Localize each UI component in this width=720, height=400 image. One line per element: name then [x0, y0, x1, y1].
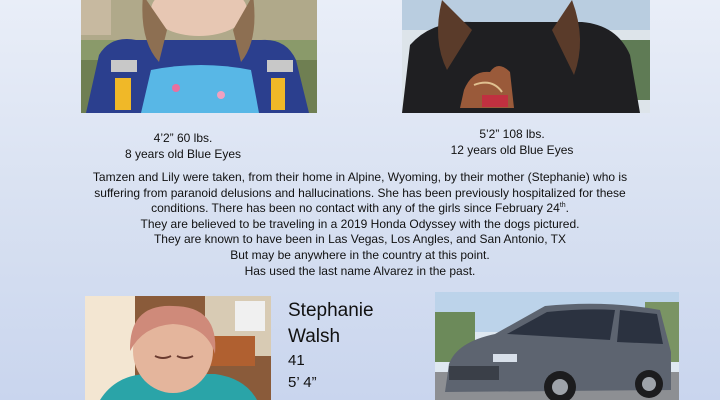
- story-line: They are believed to be traveling in a 2019 Honda Odyssey with the dogs pictured.: [140, 216, 580, 231]
- story-line: suffering from paranoid delusions and hallucinations. She has been previously hospitalized for these: [94, 185, 626, 200]
- child1-height-weight: 4’2” 60 lbs.: [153, 131, 213, 145]
- story-line: conditions. There has been no contact with any of the girls since February 24th.: [151, 201, 569, 216]
- story-line: But may be anywhere in the country at this point.: [230, 247, 490, 262]
- missing-story-text: [40, 170, 680, 279]
- suspect-height: 5’ 4”: [288, 374, 317, 391]
- suspect-first-name: Stephanie: [288, 300, 374, 321]
- story-line: Has used the last name Alvarez in the past.: [244, 263, 476, 278]
- child1-stats: [103, 130, 263, 162]
- story-line: They are known to have been in Las Vegas, Los Angles, and San Antonio, TX: [153, 232, 567, 247]
- mother-photo: [85, 296, 271, 400]
- child-photo-tamzen: [81, 0, 317, 113]
- story-line: Tamzen and Lily were taken, from their home in Alpine, Wyoming, by their mother (Stephanie) who is: [92, 170, 628, 184]
- child2-stats: [432, 126, 592, 158]
- child1-age-eyes: 8 years old Blue Eyes: [124, 147, 242, 161]
- suspect-info: [288, 298, 374, 394]
- child2-height-weight: 5’2” 108 lbs.: [479, 127, 545, 141]
- child2-age-eyes: 12 years old Blue Eyes: [450, 143, 574, 157]
- suspect-age: 41: [288, 352, 305, 369]
- child-photo-lily: [402, 0, 650, 113]
- vehicle-photo: [435, 292, 679, 400]
- suspect-last-name: Walsh: [288, 326, 341, 347]
